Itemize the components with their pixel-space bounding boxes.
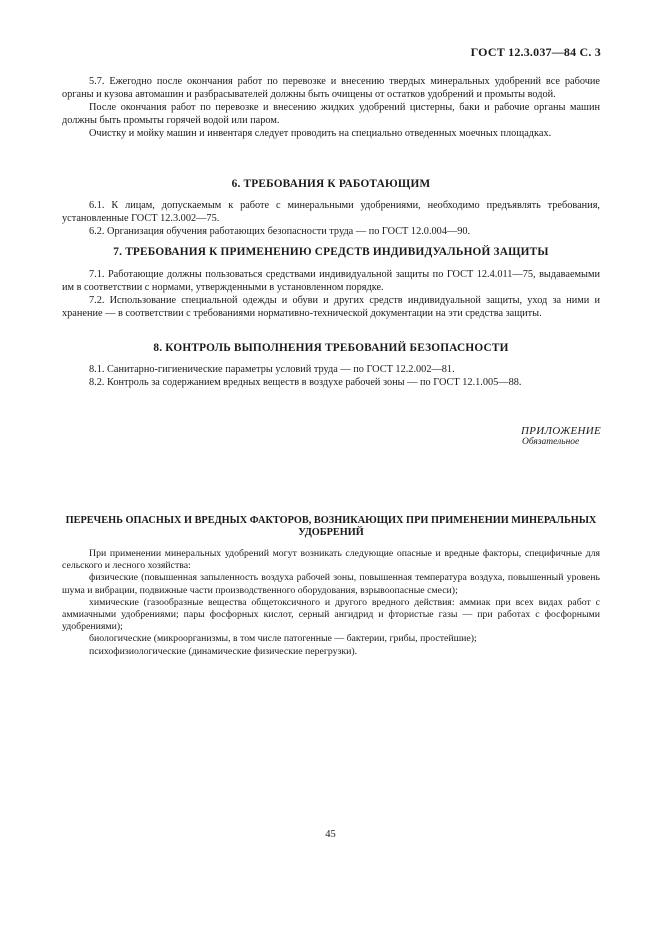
factor-physical: физические (повышенная запыленность воздуха рабочей зоны, повышенная температура воздуха, повышенный уровень шума и вибрации, подвижные части производственного оборудования, взрывоопасные смеси); <box>62 572 600 596</box>
factor-biological: биологические (микроорганизмы, в том числе патогенные — бактерии, грибы, простейшие); <box>89 633 477 645</box>
paragraph-5-7: 5.7. Ежегодно после окончания работ по перевозке и внесению твердых минеральных удобрений все рабочие органы и кузова автомашин и разбрасывателей должны быть очищены от остатков удобрений и промыты водой. <box>62 76 600 100</box>
appendix-label: ПРИЛОЖЕНИЕ <box>521 425 601 437</box>
section-6-text <box>62 199 600 238</box>
paragraph-6-2: 6.2. Организация обучения работающих безопасности труда — по ГОСТ 12.0.004—90. <box>89 226 471 237</box>
paragraph-5-7-washing: Очистку и мойку машин и инвентаря следует проводить на специально отведенных моечных площадках. <box>89 128 552 139</box>
section-8-title: 8. КОНТРОЛЬ ВЫПОЛНЕНИЯ ТРЕБОВАНИЙ БЕЗОПАСНОСТИ <box>153 342 509 354</box>
paragraph-5-7-liquid: После окончания работ по перевозке и внесению жидких удобрений цистерны, баки и рабочие органы машин должны быть промыты горячей водой или паром. <box>62 102 600 126</box>
paragraph-7-1: 7.1. Работающие должны пользоваться средствами индивидуальной защиты по ГОСТ 12.4.011—75, выдаваемыми им в соответствии с нормами, утвержденными в установленном порядке. <box>62 269 600 293</box>
appendix-text <box>62 548 600 658</box>
paragraph-8-1: 8.1. Санитарно-гигиенические параметры условий труда — по ГОСТ 12.2.002—81. <box>89 364 455 375</box>
appendix-title: ПЕРЕЧЕНЬ ОПАСНЫХ И ВРЕДНЫХ ФАКТОРОВ, ВОЗНИКАЮЩИХ ПРИ ПРИМЕНЕНИИ МИНЕРАЛЬНЫХ УДОБРЕНИЙ <box>65 515 597 538</box>
factor-psychophysiological: психофизиологические (динамические физические перегрузки). <box>89 645 358 657</box>
factor-chemical: химические (газообразные вещества общетоксичного и другого вредного действия: аммиак при всех видах работ с аммиачными удобрениями; пары фосфорных кислот, серный ангидрид и фтористые газы — при работах с фосфорными удобрениями); <box>62 596 600 633</box>
paragraph-7-2: 7.2. Использование специальной одежды и обуви и других средств индивидуальной защиты, уход за ними и хранение — в соответствии с требованиями нормативно-технической документации на эти средства защиты. <box>62 295 600 319</box>
appendix-label-block <box>521 425 601 447</box>
section-7-title: 7. ТРЕБОВАНИЯ К ПРИМЕНЕНИЮ СРЕДСТВ ИНДИВИДУАЛЬНОЙ ЗАЩИТЫ <box>113 246 549 258</box>
page-header: ГОСТ 12.3.037—84 С. 3 <box>470 45 601 59</box>
section-6-title: 6. ТРЕБОВАНИЯ К РАБОТАЮЩИМ <box>231 178 431 190</box>
paragraph-8-2: 8.2. Контроль за содержанием вредных веществ в воздухе рабочей зоны — по ГОСТ 12.1.005—88. <box>89 377 522 388</box>
page-number: 45 <box>325 829 336 840</box>
section-5-text <box>62 75 600 140</box>
appendix-intro: При применении минеральных удобрений могут возникать следующие опасные и вредные факторы, специфичные для сельского и лесного хозяйства: <box>62 548 600 572</box>
section-7-text <box>62 268 600 320</box>
appendix-sublabel: Обязательное <box>522 437 580 447</box>
section-8-text <box>62 363 600 389</box>
paragraph-6-1: 6.1. К лицам, допускаемым к работе с минеральными удобрениями, необходимо предъявлять требования, установленные ГОСТ 12.3.002—75. <box>62 200 600 224</box>
